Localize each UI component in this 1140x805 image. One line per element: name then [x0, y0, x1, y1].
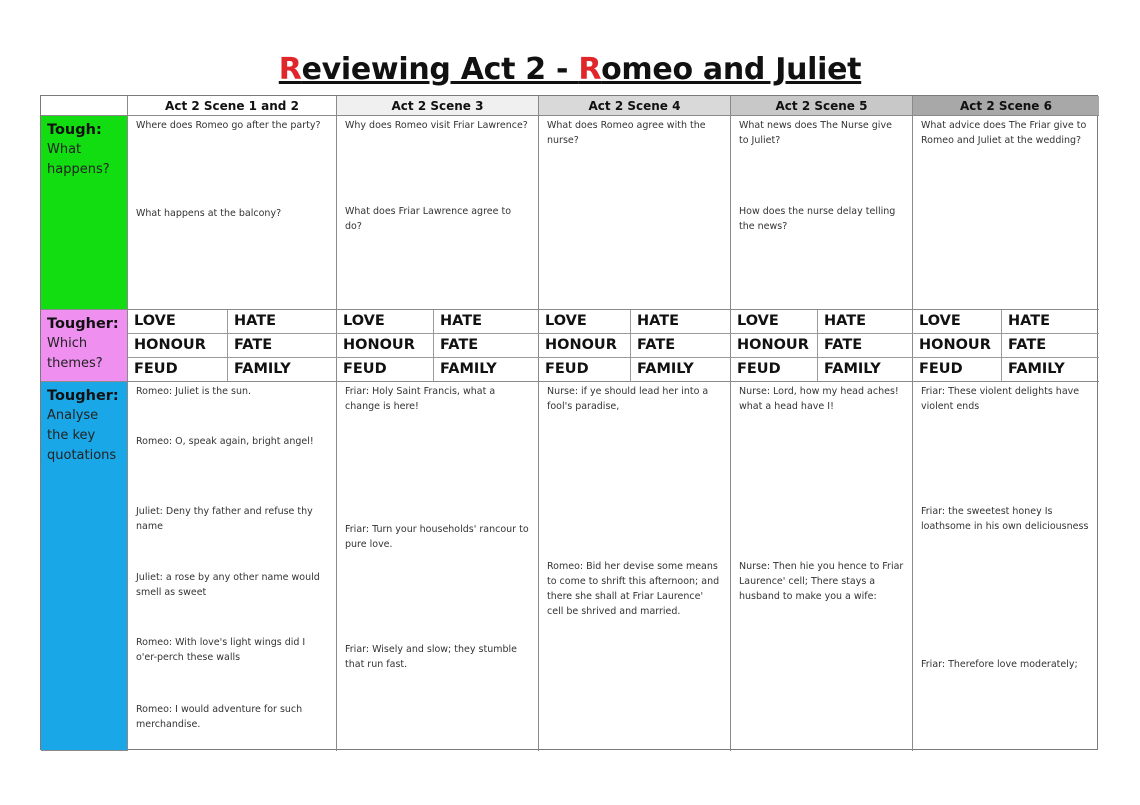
themes-cell: [337, 310, 539, 382]
theme-option-hate[interactable]: HATE: [631, 310, 731, 334]
theme-option-love[interactable]: LOVE: [128, 310, 228, 334]
row-label-title: Tougher:: [47, 316, 119, 332]
quotation-cell: [337, 382, 539, 751]
theme-option-love[interactable]: LOVE: [337, 310, 434, 334]
quotation-text: Romeo: Juliet is the sun.: [136, 386, 252, 397]
quotation-cell: [128, 382, 337, 751]
question-text: Where does Romeo go after the party?: [136, 120, 321, 131]
themes-cell: [731, 310, 913, 382]
question-text: What advice does The Friar give to Romeo and Juliet at the wedding?: [921, 120, 1087, 146]
quotation-cell: [539, 382, 731, 751]
question-text: What does Romeo agree with the nurse?: [547, 120, 706, 146]
row-label-quotations: [41, 382, 128, 751]
theme-option-fate[interactable]: FATE: [818, 334, 913, 358]
question-cell: [128, 116, 337, 310]
theme-option-fate[interactable]: FATE: [434, 334, 539, 358]
theme-option-love[interactable]: LOVE: [913, 310, 1002, 334]
question-cell: [913, 116, 1099, 310]
question-cell: [731, 116, 913, 310]
theme-option-feud[interactable]: FEUD: [539, 358, 631, 382]
quotation-text: Juliet: Deny thy father and refuse thy name: [136, 506, 313, 532]
theme-option-honour[interactable]: HONOUR: [128, 334, 228, 358]
themes-cell: [913, 310, 1099, 382]
row-label-subtitle: Which themes?: [47, 336, 103, 371]
theme-option-honour[interactable]: HONOUR: [539, 334, 631, 358]
column-header-scene: Act 2 Scene 5: [731, 96, 913, 116]
quotation-text: Romeo: With love's light wings did I o'er-perch these walls: [136, 637, 306, 663]
column-header-scene: Act 2 Scene 1 and 2: [128, 96, 337, 116]
review-table: [40, 95, 1098, 750]
theme-option-hate[interactable]: HATE: [434, 310, 539, 334]
quotation-text: Friar: Turn your households' rancour to pure love.: [345, 524, 529, 550]
theme-option-family[interactable]: FAMILY: [824, 361, 881, 377]
theme-option-feud[interactable]: FEUD: [731, 358, 818, 382]
question-text: What news does The Nurse give to Juliet?: [739, 120, 892, 146]
theme-option-honour[interactable]: HONOUR: [337, 334, 434, 358]
row-label-title: Tougher:: [47, 388, 119, 404]
quotation-text: Romeo: I would adventure for such merchandise.: [136, 704, 303, 730]
theme-option-fate[interactable]: FATE: [1002, 334, 1099, 358]
column-header-scene: Act 2 Scene 3: [337, 96, 539, 116]
quotation-text: Nurse: Then hie you hence to Friar Laurence' cell; There stays a husband to make you a wife:: [739, 561, 904, 602]
quotation-text: Nurse: Lord, how my head aches! what a head have I!: [739, 386, 899, 412]
theme-option-family[interactable]: FAMILY: [234, 361, 291, 377]
quotation-cell: [731, 382, 913, 751]
header-corner: [41, 96, 128, 116]
theme-option-hate[interactable]: HATE: [228, 310, 337, 334]
theme-option-feud[interactable]: FEUD: [337, 358, 434, 382]
quotation-text: Friar: Wisely and slow; they stumble that run fast.: [345, 644, 517, 670]
question-text: How does the nurse delay telling the news?: [739, 206, 896, 232]
column-header-scene: Act 2 Scene 4: [539, 96, 731, 116]
theme-option-family[interactable]: FAMILY: [1008, 361, 1065, 377]
quotation-text: Friar: the sweetest honey Is loathsome in his own deliciousness: [921, 506, 1089, 532]
quotation-text: Nurse: if ye should lead her into a fool's paradise,: [547, 386, 709, 412]
themes-cell: [128, 310, 337, 382]
theme-option-feud[interactable]: FEUD: [128, 358, 228, 382]
row-label-tough: [41, 116, 128, 310]
theme-option-family[interactable]: FAMILY: [440, 361, 497, 377]
theme-option-hate[interactable]: HATE: [818, 310, 913, 334]
theme-option-feud[interactable]: FEUD: [913, 358, 1002, 382]
row-label-subtitle: Analyse the key quotations: [47, 408, 117, 463]
row-label-themes: [41, 310, 128, 382]
question-cell: [337, 116, 539, 310]
quotation-text: Friar: These violent delights have violent ends: [921, 386, 1080, 412]
question-text: What does Friar Lawrence agree to do?: [345, 206, 512, 232]
row-label-subtitle: What happens?: [47, 142, 110, 177]
quotation-text: Romeo: Bid her devise some means to come to shrift this afternoon; and there she shall at Friar Laurence' cell be shrived and married.: [547, 561, 720, 617]
question-cell: [539, 116, 731, 310]
theme-option-honour[interactable]: HONOUR: [913, 334, 1002, 358]
theme-option-love[interactable]: LOVE: [731, 310, 818, 334]
quotation-cell: [913, 382, 1099, 751]
page-title: Reviewing Act 2 - Romeo and Juliet: [278, 52, 862, 87]
quotation-text: Friar: Therefore love moderately;: [921, 659, 1078, 670]
question-text: What happens at the balcony?: [136, 208, 282, 219]
question-text: Why does Romeo visit Friar Lawrence?: [345, 120, 528, 131]
theme-option-fate[interactable]: FATE: [228, 334, 337, 358]
theme-option-hate[interactable]: HATE: [1002, 310, 1099, 334]
themes-cell: [539, 310, 731, 382]
quotation-text: Friar: Holy Saint Francis, what a change is here!: [345, 386, 496, 412]
column-header-scene: Act 2 Scene 6: [913, 96, 1099, 116]
quotation-text: Romeo: O, speak again, bright angel!: [136, 436, 314, 447]
theme-option-fate[interactable]: FATE: [631, 334, 731, 358]
theme-option-family[interactable]: FAMILY: [637, 361, 694, 377]
theme-option-love[interactable]: LOVE: [539, 310, 631, 334]
quotation-text: Juliet: a rose by any other name would smell as sweet: [136, 572, 320, 598]
theme-option-honour[interactable]: HONOUR: [731, 334, 818, 358]
row-label-title: Tough:: [47, 122, 102, 138]
